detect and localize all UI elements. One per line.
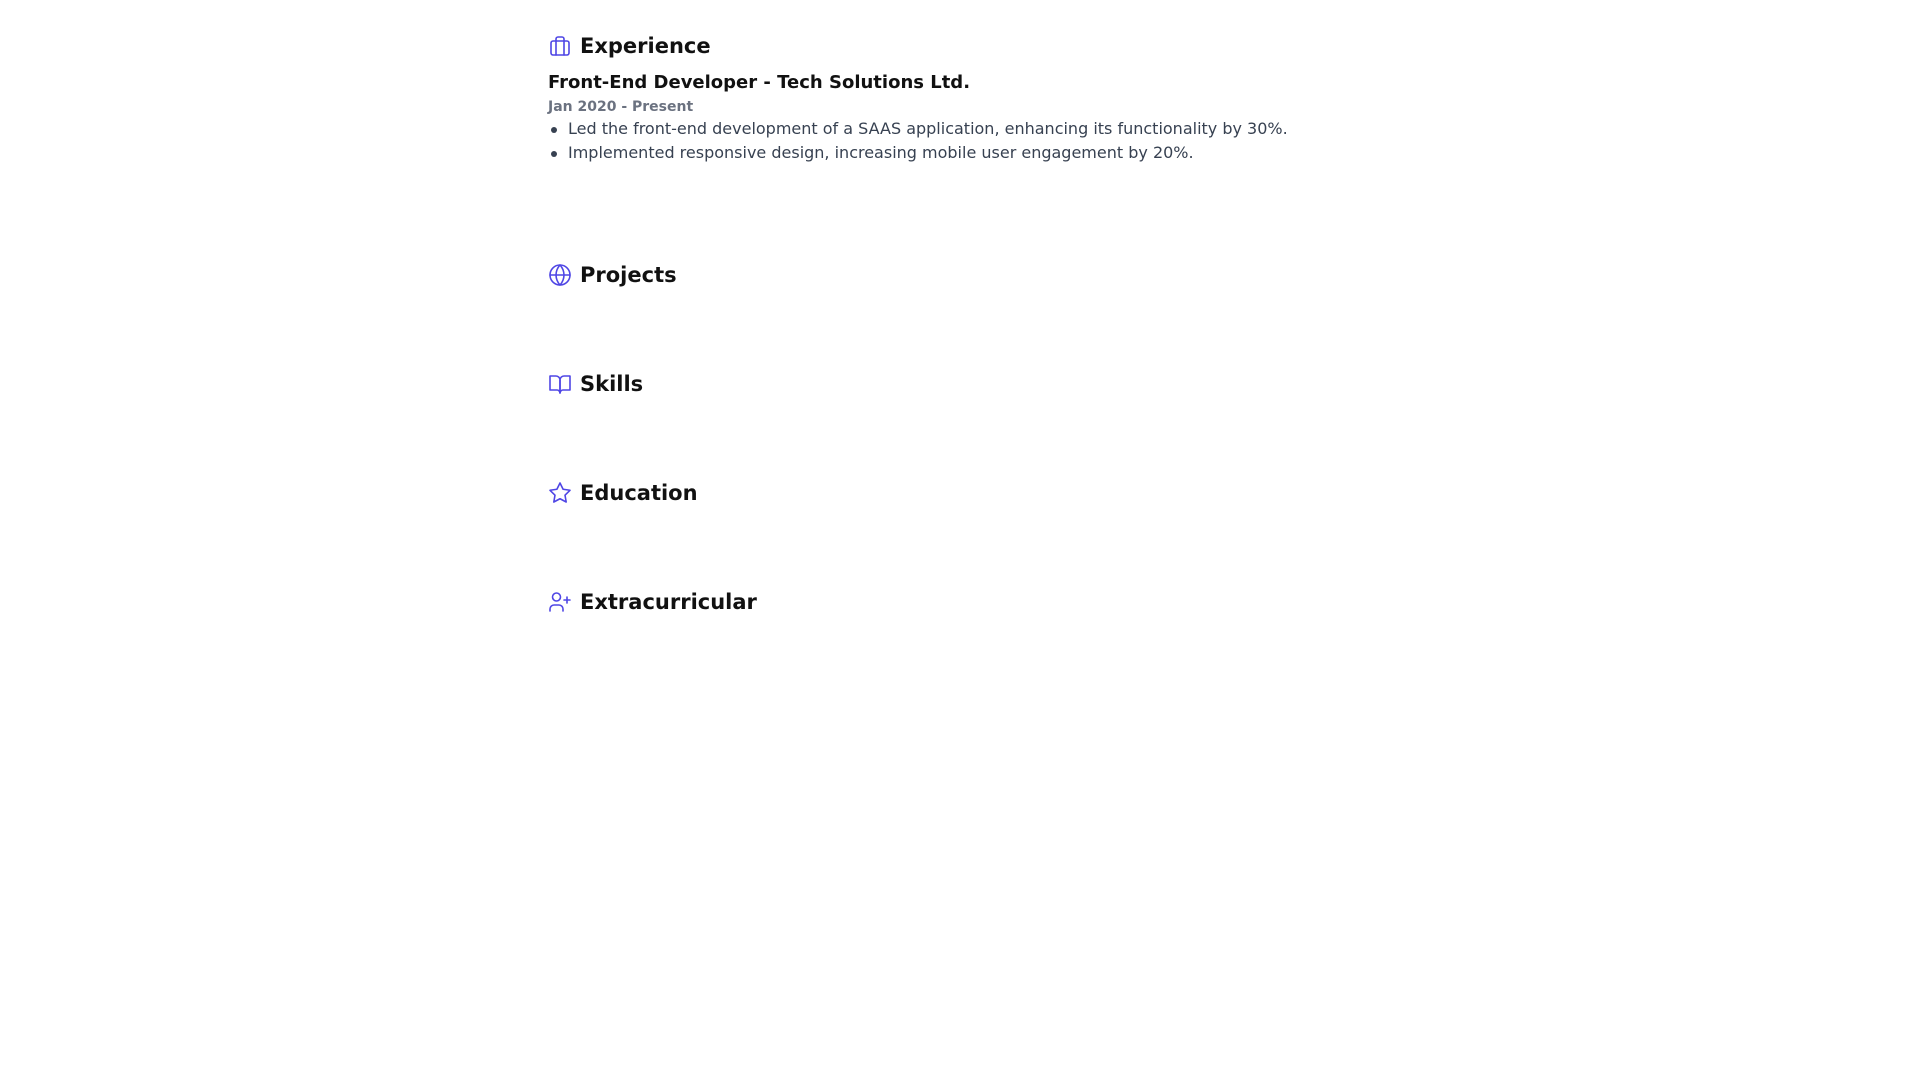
briefcase-icon: [548, 34, 572, 58]
education-section: [548, 475, 1368, 584]
projects-section: [548, 257, 1368, 366]
experience-title: Experience: [580, 34, 711, 58]
projects-header: [548, 257, 1368, 293]
star-icon: [548, 481, 572, 505]
skills-header: [548, 366, 1368, 402]
extracurricular-title: Extracurricular: [580, 590, 757, 614]
job-bullet: Implemented responsive design, increasing mobile user engagement by 20%.: [548, 141, 1368, 165]
book-open-icon: [548, 372, 572, 396]
job-bullet: Led the front-end development of a SAAS application, enhancing its functionality by 30%.: [548, 117, 1368, 141]
projects-title: Projects: [580, 263, 677, 287]
education-header: [548, 475, 1368, 511]
job-title: Front-End Developer - Tech Solutions Ltd.: [548, 72, 971, 93]
education-title: Education: [580, 481, 698, 505]
job-entry: [548, 71, 1368, 165]
globe-icon: [548, 263, 572, 287]
extracurricular-header: [548, 584, 1368, 620]
job-dates: Jan 2020 - Present: [548, 99, 694, 115]
extracurricular-section: [548, 584, 1368, 693]
user-plus-icon: [548, 590, 572, 614]
experience-section: [548, 28, 1368, 257]
experience-header: [548, 28, 1368, 64]
job-bullets: [548, 117, 1368, 165]
resume: [548, 28, 1368, 693]
skills-title: Skills: [580, 372, 644, 396]
skills-section: [548, 366, 1368, 475]
